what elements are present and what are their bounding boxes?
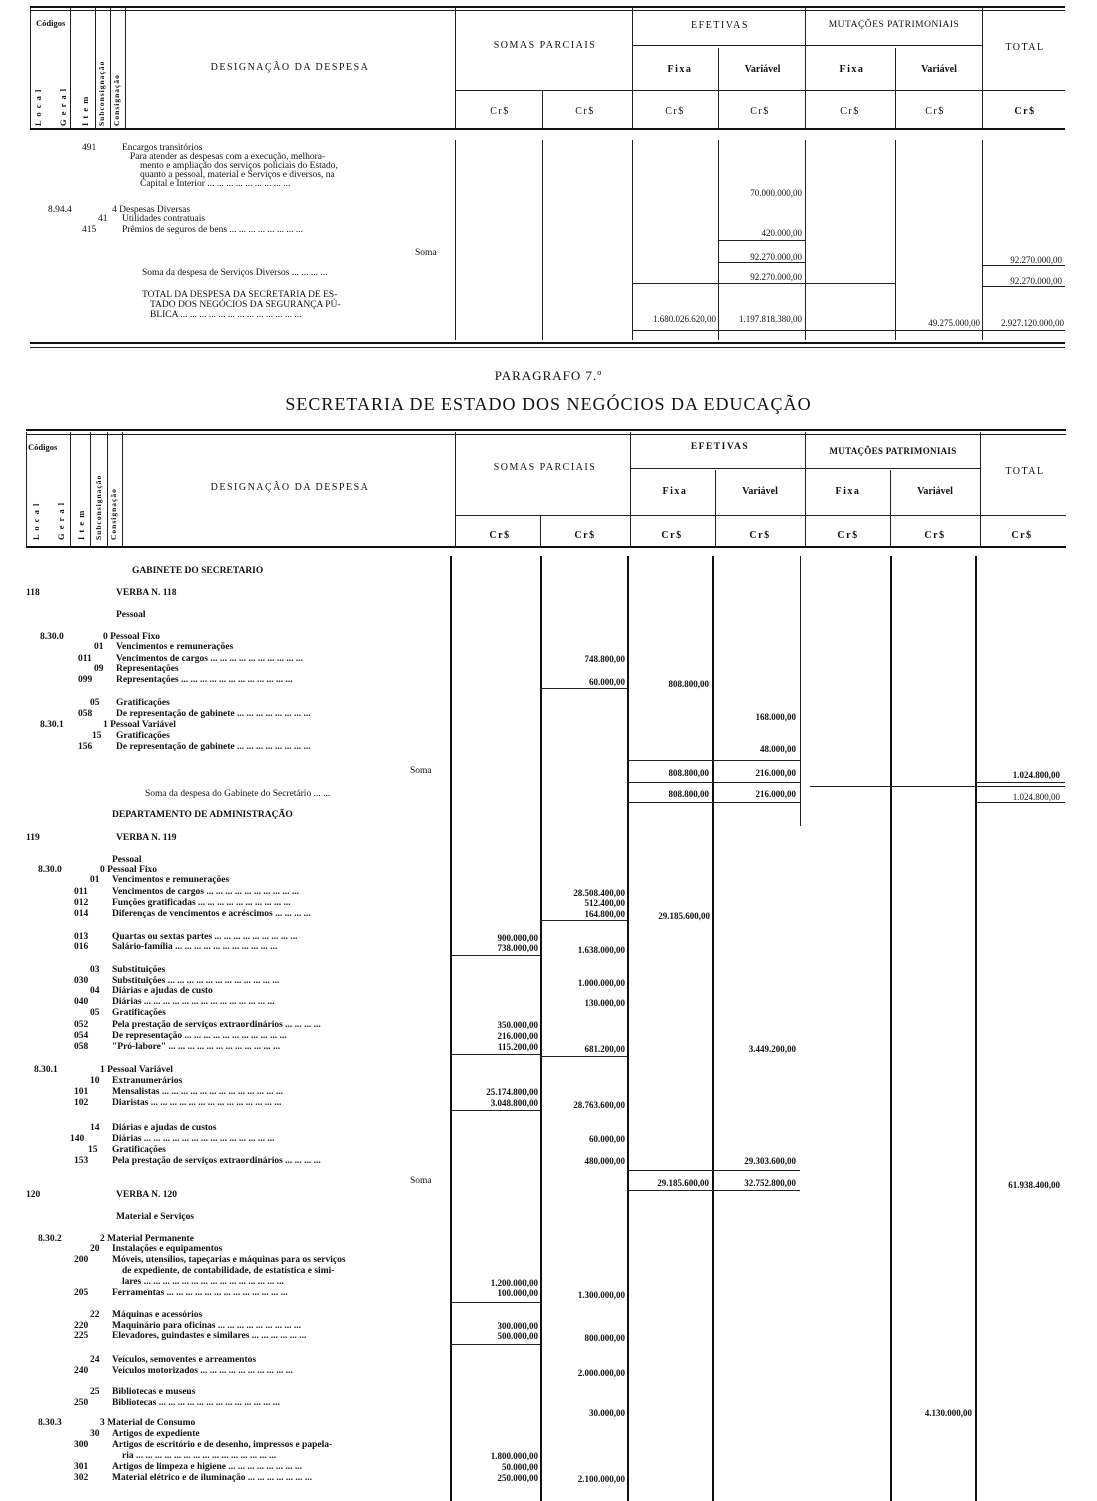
geral-label: G e r a l	[58, 87, 68, 126]
soma-label: Soma	[410, 766, 432, 776]
partial: 350.000,00	[497, 1020, 538, 1030]
desc: Substituições	[112, 965, 166, 975]
verba-title: VERBA N. 120	[116, 1190, 177, 1200]
desc: Vencimentos de cargos ... ... ... ... ... ... ... ... ... ...	[112, 887, 299, 897]
code: 250	[74, 1398, 89, 1408]
desc: 3 Material de Consumo	[100, 1418, 196, 1428]
row-text: Prêmios de seguros de bens ... ... ... ... ... ... ... ...	[122, 225, 304, 235]
designacao-header: DESIGNAÇÃO DA DESPESA	[210, 62, 370, 73]
desc: Ferramentas ... ... ... ... ... ... ... ... ... ... ... ... ...	[112, 1288, 288, 1298]
cr-4: Cr$	[749, 530, 771, 541]
mut-variavel-header: Variável	[917, 486, 953, 497]
row-code: 41	[98, 214, 108, 224]
value: 130.000,00	[584, 998, 625, 1008]
var: 3.449.200,00	[748, 1044, 796, 1054]
desc: Bibliotecas ... ... ... ... ... ... ... ... ... ... ... ... ...	[112, 1398, 280, 1408]
desc: lares ... ... ... ... ... ... ... ... ... ... ... ... ... ... ...	[122, 1277, 284, 1287]
cr-3: Cr$	[665, 106, 685, 117]
code: 22	[90, 1310, 100, 1320]
code: 220	[74, 1321, 89, 1331]
value: 748.800,00	[584, 654, 625, 664]
desc: Funções gratificadas ... ... ... ... ... ... ... ... ... ...	[112, 898, 291, 908]
soma-gab-fixa: 808.800,00	[668, 789, 709, 799]
soma-var: 32.752.800,00	[744, 1178, 796, 1188]
code: 012	[74, 898, 89, 908]
value: 2.100.000,00	[577, 1474, 625, 1484]
desc: Instalações e equipamentos	[112, 1244, 223, 1254]
soma-label: Soma	[410, 1176, 432, 1186]
item-label: I t e m	[80, 95, 90, 126]
row-code: 8.94.4	[48, 205, 72, 215]
code: 140	[70, 1134, 85, 1144]
cr-1: Cr$	[489, 530, 511, 541]
value: 60.000,00	[589, 1134, 625, 1144]
code: 24	[90, 1355, 100, 1365]
mut-variavel-header: Variável	[921, 64, 957, 75]
code: 03	[90, 965, 100, 975]
code: 030	[74, 976, 89, 986]
row-text: Encargos transitórios	[122, 143, 203, 153]
servicos-label: Soma da despesa de Serviços Diversos ... ... ... ...	[142, 268, 328, 278]
code: 205	[74, 1288, 89, 1298]
desc: Gratificações	[112, 1008, 166, 1018]
codigos-label: Códigos	[36, 18, 66, 28]
verba-code: 118	[26, 588, 40, 598]
desc: Artigos de escritório e de desenho, impressos e papela-	[112, 1440, 333, 1450]
desc: 1 Pessoal Variável	[100, 1065, 173, 1075]
variavel-header: Variável	[742, 486, 778, 497]
fixa-header: Fixa	[667, 64, 693, 75]
total-header: TOTAL	[1005, 466, 1045, 477]
row-code: 415	[82, 225, 97, 235]
code: 011	[78, 654, 92, 664]
code: 102	[74, 1098, 89, 1108]
code: 01	[90, 875, 100, 885]
var: 29.303.600,00	[744, 1156, 796, 1166]
code: 8.30.2	[38, 1234, 62, 1244]
code: 8.30.0	[40, 632, 64, 642]
partial: 1.800.000,00	[490, 1451, 538, 1461]
code: 30	[90, 1429, 100, 1439]
desc: Bibliotecas e museus	[112, 1387, 196, 1397]
code: 15	[92, 731, 102, 741]
code: 20	[90, 1244, 100, 1254]
row-code: 491	[82, 143, 97, 153]
soma-var: 92.270.000,00	[750, 252, 802, 262]
mut-fixa-header: Fixa	[835, 486, 861, 497]
partial: 216.000,00	[497, 1031, 538, 1041]
cr-6: Cr$	[924, 530, 946, 541]
local-label: L o c a l	[31, 502, 41, 540]
total-mut-var: 49.275.000,00	[928, 318, 980, 328]
desc: 2 Material Permanente	[100, 1234, 194, 1244]
desc: Artigos de expediente	[112, 1429, 200, 1439]
value: 1.300.000,00	[577, 1290, 625, 1300]
code: 8.30.3	[38, 1418, 62, 1428]
partial: 1.200.000,00	[490, 1278, 538, 1288]
code: 225	[74, 1331, 89, 1341]
code: 156	[78, 742, 93, 752]
soma-fixa: 29.185.600,00	[657, 1178, 709, 1188]
desc: ria ... ... ... ... ... ... ... ... ... ... ... ... ... ... ...	[122, 1451, 277, 1461]
value: 30.000,00	[589, 1408, 625, 1418]
code: 302	[74, 1473, 89, 1483]
partial: 300.000,00	[497, 1321, 538, 1331]
desc: Diárias ... ... ... ... ... ... ... ... ... ... ... ... ... ...	[112, 1134, 275, 1144]
desc: Gratificações	[112, 1145, 166, 1155]
section-title: DEPARTAMENTO DE ADMINISTRAÇÃO	[112, 810, 293, 820]
desc: Pela prestação de serviços extraordinários ... ... ... ...	[112, 1020, 321, 1030]
code: 052	[74, 1020, 89, 1030]
desc: Elevadores, guindastes e similares ... ... ... ... ... ...	[112, 1331, 307, 1341]
verba-title: VERBA N. 118	[116, 588, 177, 598]
total-total: 2.927.120.000,00	[1001, 318, 1064, 328]
verba-code: 120	[26, 1190, 41, 1200]
code: 153	[74, 1156, 89, 1166]
code: 25	[90, 1387, 100, 1397]
fixa: 808.800,00	[668, 679, 709, 689]
desc: Representações ... ... ... ... ... ... ... ... ... ... ... ...	[116, 675, 293, 685]
desc: 1 Pessoal Variável	[103, 720, 176, 730]
desc: Máquinas e acessórios	[112, 1310, 203, 1320]
partial: 250.000,00	[497, 1473, 538, 1483]
desc: Vencimentos de cargos ... ... ... ... ... ... ... ... ... ...	[116, 654, 303, 664]
code: 058	[74, 1042, 89, 1052]
code: 016	[74, 942, 89, 952]
desc: Diaristas ... ... ... ... ... ... ... ... ... ... ... ... ... ...	[112, 1098, 282, 1108]
verba-title: VERBA N. 119	[116, 833, 177, 843]
soma-total: 92.270.000,00	[1010, 255, 1062, 265]
group-title: Pessoal	[112, 855, 142, 865]
cr-5: Cr$	[840, 106, 860, 117]
code: 013	[74, 932, 89, 942]
row-text: Utilidades contratuais	[122, 214, 206, 224]
code: 05	[90, 698, 100, 708]
desc: Substituições ... ... ... ... ... ... ... ... ... ... ... ...	[112, 976, 280, 986]
desc: De representação de gabinete ... ... ... ... ... ... ... ...	[116, 709, 311, 719]
total-fixa: 1.680.026.620,00	[653, 314, 716, 324]
desc: "Pró-labore" ... ... ... ... ... ... ... ... ... ... ... ...	[112, 1042, 281, 1052]
fixa-header: Fixa	[662, 486, 688, 497]
code: 14	[90, 1123, 100, 1133]
code: 054	[74, 1031, 89, 1041]
mut-fixa-header: Fixa	[839, 64, 865, 75]
servicos-total: 92.270.000,00	[1010, 276, 1062, 286]
cr-2: Cr$	[575, 106, 595, 117]
soma-var: 216.000,00	[755, 768, 796, 778]
efetivas-header: EFETIVAS	[691, 20, 749, 31]
code: 01	[94, 642, 104, 652]
code: 04	[90, 986, 100, 996]
value: 512.400,00	[584, 898, 625, 908]
code: 040	[74, 997, 89, 1007]
cr-6: Cr$	[925, 106, 945, 117]
soma-gab-var: 216.000,00	[755, 789, 796, 799]
cr-3: Cr$	[661, 530, 683, 541]
code: 8.30.1	[34, 1065, 58, 1075]
code: 014	[74, 909, 89, 919]
value: 1.000.000,00	[577, 978, 625, 988]
code: 011	[74, 887, 88, 897]
code: 10	[90, 1076, 100, 1086]
paragrafo-title: PARAGRAFO 7.º	[494, 368, 603, 383]
desc: Gratificações	[116, 731, 170, 741]
fixa: 29.185.600,00	[658, 911, 710, 921]
desc: Salário-família ... ... ... ... ... ... ... ... ... ... ...	[112, 942, 278, 952]
servicos-var: 92.270.000,00	[750, 272, 802, 282]
code: 300	[74, 1440, 89, 1450]
group-title: Pessoal	[116, 610, 146, 620]
secretaria-title: SECRETARIA DE ESTADO DOS NEGÓCIOS DA EDUCAÇÃO	[285, 394, 812, 414]
cr-7: Cr$	[1011, 530, 1033, 541]
desc: Diárias e ajudas de custo	[112, 986, 213, 996]
partial: 25.174.800,00	[486, 1087, 538, 1097]
value: 28.508.400,00	[573, 888, 625, 898]
partial: 100.000,00	[497, 1288, 538, 1298]
total-line: BLICA ... ... ... ... ... ... ... ... ... ... ... ... ...	[150, 310, 302, 320]
mut-var: 4.130.000,00	[924, 1408, 972, 1418]
desc: De representação ... ... ... ... ... ... ... ... ... ... ...	[112, 1031, 287, 1041]
code: 8.30.1	[40, 720, 64, 730]
cr-5: Cr$	[837, 530, 859, 541]
soma-label: Soma	[415, 248, 437, 258]
desc: Artigos de limpeza e higiene ... ... ... ... ... ... ... ...	[112, 1462, 302, 1472]
cr-4: Cr$	[750, 106, 770, 117]
total-line: TOTAL DA DESPESA DA SECRETARIA DE ES-	[142, 290, 338, 300]
desc: Representações	[116, 664, 179, 674]
value: 60.000,00	[589, 677, 625, 687]
group-title: Material e Serviços	[116, 1212, 195, 1222]
code: 101	[74, 1087, 89, 1097]
soma-total: 61.938.400,00	[1008, 1180, 1060, 1190]
code: 200	[74, 1255, 89, 1265]
total-line: TADO DOS NEGÓCIOS DA SEGURANÇA PÚ-	[150, 300, 341, 310]
desc: Quartas ou sextas partes ... ... ... ... ... ... ... ... ...	[112, 932, 298, 942]
subconsig-label: Subconsignação	[97, 60, 106, 126]
value: 70.000.000,00	[750, 188, 802, 198]
consig-label: Consignação	[109, 488, 118, 540]
soma-gab-label: Soma da despesa do Gabinete do Secretário ... ...	[145, 789, 331, 799]
section-title: GABINETE DO SECRETARIO	[132, 566, 264, 576]
variavel-header: Variável	[744, 64, 781, 75]
partial: 50.000,00	[502, 1462, 538, 1472]
desc: de expediente, de contabilidade, de estatística e simi-	[122, 1266, 335, 1276]
row-text: mento e ampliação dos serviços policiais do Estado,	[140, 161, 338, 171]
var: 168.000,00	[755, 712, 796, 722]
partial: 738.000,00	[497, 943, 538, 953]
desc: Vencimentos e remunerações	[116, 642, 234, 652]
desc: 0 Pessoal Fixo	[103, 632, 160, 642]
local-label: L o c a l	[33, 88, 43, 126]
cr-2: Cr$	[574, 530, 596, 541]
code: 09	[94, 664, 104, 674]
desc: Mensalistas ... ... ... ... ... ... ... ... ... ... ... ... ...	[112, 1087, 283, 1097]
verba-code: 119	[26, 833, 40, 843]
partial: 3.048.800,00	[490, 1098, 538, 1108]
desc: Veículos motorizados ... ... ... ... ... ... ... ... ... ...	[112, 1366, 293, 1376]
desc: Veículos, semoventes e arreamentos	[112, 1355, 257, 1365]
code: 301	[74, 1462, 89, 1472]
row-text: 4 Despesas Diversas	[112, 205, 191, 215]
total-header: TOTAL	[1005, 42, 1045, 53]
row-text: Para atender as despesas com a execução, melhora-	[130, 152, 326, 162]
cr-1: Cr$	[490, 106, 510, 117]
value: 2.000.000,00	[577, 1368, 625, 1378]
somas-header: SOMAS PARCIAIS	[493, 462, 597, 473]
code: 8.30.0	[38, 865, 62, 875]
desc: Diárias ... ... ... ... ... ... ... ... ... ... ... ... ... ...	[112, 997, 275, 1007]
code: 15	[88, 1145, 98, 1155]
somas-header: SOMAS PARCIAIS	[493, 40, 597, 51]
desc: 0 Pessoal Fixo	[100, 865, 157, 875]
row-text: Capital e Interior ... ... ... ... ... ... ... ... ...	[140, 179, 291, 189]
codigos-label: Códigos	[28, 442, 58, 452]
desc: Vencimentos e remunerações	[112, 875, 230, 885]
efetivas-header: EFETIVAS	[690, 442, 750, 452]
code: 05	[90, 1008, 100, 1018]
code: 058	[78, 709, 93, 719]
mutacoes-header: MUTAÇÕES PATRIMONIAIS	[829, 446, 957, 456]
total-var: 1.197.818.380,00	[739, 314, 802, 324]
soma-gab-total: 1.024.800,00	[1012, 792, 1060, 802]
value: 164.800,00	[584, 909, 625, 919]
partial: 115.200,00	[497, 1042, 538, 1052]
geral-label: G e r a l	[56, 501, 66, 540]
cr-7: Cr$	[1014, 106, 1036, 117]
var: 48.000,00	[760, 744, 796, 754]
value: 420.000,00	[761, 228, 802, 238]
soma-total: 1.024.800,00	[1012, 770, 1060, 780]
desc: Diferenças de vencimentos e acréscimos ... ... ... ...	[112, 909, 311, 919]
consig-label: Consignação	[112, 74, 121, 126]
code: 099	[78, 675, 93, 685]
desc: Material elétrico e de iluminação ... ... ... ... ... ... ...	[112, 1473, 312, 1483]
value: 28.763.600,00	[573, 1100, 625, 1110]
desc: Extranumerários	[112, 1076, 183, 1086]
item-label: I t e m	[76, 509, 86, 540]
desc: Gratificações	[116, 698, 170, 708]
desc: Móveis, utensílios, tapeçarias e máquinas para os serviços	[112, 1255, 346, 1265]
desc: Maquinário para oficinas ... ... ... ... ... ... ... ... ...	[112, 1321, 301, 1331]
code: 240	[74, 1366, 89, 1376]
value: 681.200,00	[584, 1044, 625, 1054]
desc: De representação de gabinete ... ... ... ... ... ... ... ...	[116, 742, 311, 752]
soma-fixa: 808.800,00	[668, 768, 709, 778]
mutacoes-header: MUTAÇÕES PATRIMONIAIS	[828, 20, 960, 30]
value: 1.638.000,00	[577, 945, 625, 955]
value: 800.000,00	[584, 1333, 625, 1343]
row-text: quanto a pessoal, material e Serviços e diversos, na	[140, 170, 335, 180]
desc: Pela prestação de serviços extraordinários ... ... ... ...	[112, 1156, 321, 1166]
subconsig-label: Subconsignação	[94, 474, 103, 540]
partial: 900.000,00	[497, 933, 538, 943]
desc: Diárias e ajudas de custos	[112, 1123, 217, 1133]
value: 480.000,00	[584, 1156, 625, 1166]
partial: 500.000,00	[497, 1331, 538, 1341]
designacao-header: DESIGNAÇÃO DA DESPESA	[210, 482, 370, 493]
